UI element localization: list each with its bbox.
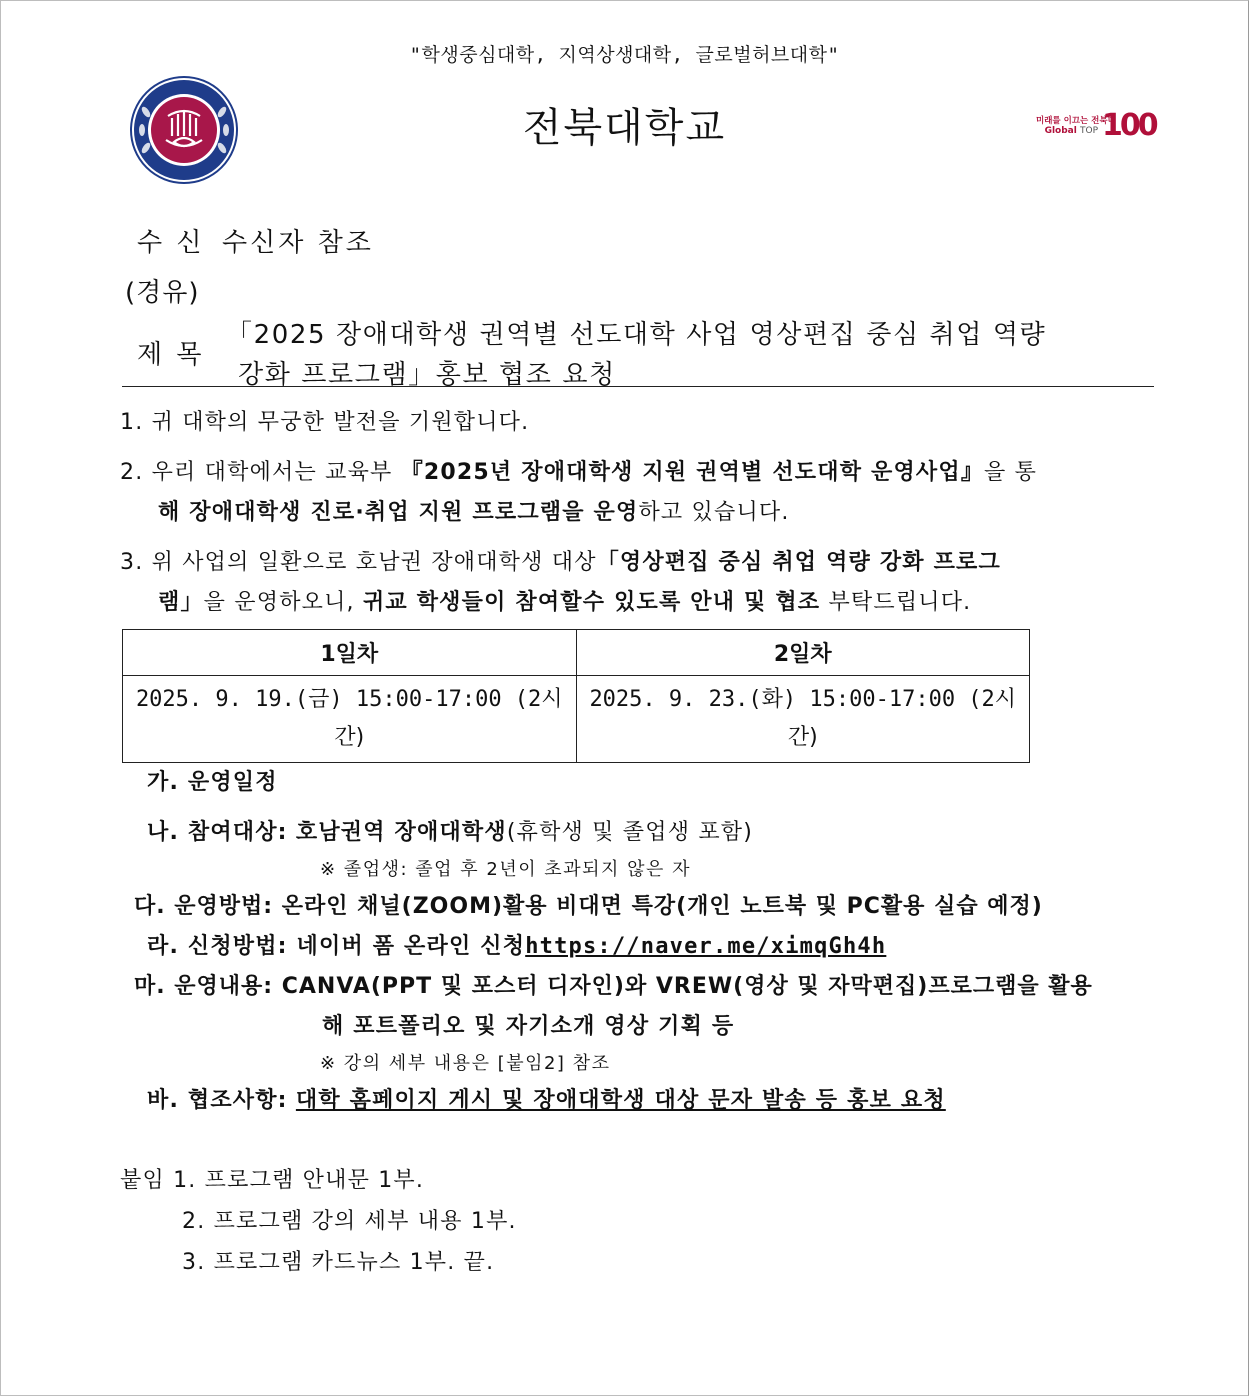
table-header-day1: 1일차	[123, 630, 577, 676]
item-ma-line-1: 마. 운영내용: CANVA(PPT 및 포스터 디자인)와 VREW(영상 및 자막편집)프로그램을 활용	[134, 974, 1093, 999]
table-cell-day1: 2025. 9. 19.(금) 15:00-17:00 (2시 간)	[123, 676, 577, 763]
global-top-100-logo	[1036, 108, 1156, 146]
item-ma-line-2: 해 포트폴리오 및 자기소개 영상 기획 등	[322, 1014, 735, 1039]
item-ba: 바. 협조사항: 대학 홈페이지 게시 및 장애대학생 대상 문자 발송 등 홍보 요청	[147, 1088, 946, 1113]
via-label: (경유)	[125, 278, 200, 308]
slogan: "학생중심대학, 지역상생대학, 글로벌허브대학"	[409, 44, 840, 66]
schedule-table	[122, 629, 1030, 763]
item-ga: 가. 운영일정	[147, 770, 278, 795]
table-cell-day2: 2025. 9. 23.(화) 15:00-17:00 (2시 간)	[576, 676, 1030, 763]
paragraph-3-line-1: 3. 위 사업의 일환으로 호남권 장애대학생 대상「영상편집 중심 취업 역량 강화 프로그	[120, 550, 1001, 575]
paragraph-2-line-1: 2. 우리 대학에서는 교육부 『2025년 장애대학생 지원 권역별 선도대학 운영사업』을 통	[120, 460, 1038, 485]
subject-line-1: 「2025 장애대학생 권역별 선도대학 사업 영상편집 중심 취업 역량	[226, 320, 1047, 350]
item-na-note: ※ 졸업생: 졸업 후 2년이 초과되지 않은 자	[320, 859, 691, 880]
logo-tagline: 미래를 이끄는 전북대	[1036, 116, 1116, 126]
attachment-1: 붙임 1. 프로그램 안내문 1부.	[120, 1168, 425, 1193]
application-link[interactable]: https://naver.me/ximqGh4h	[525, 934, 887, 959]
item-ra: 라. 신청방법: 네이버 폼 온라인 신청https://naver.me/ximqGh4h	[147, 934, 887, 959]
subject-line-2: 강화 프로그램」홍보 협조 요청	[238, 360, 616, 390]
recipient-value: 수신자 참조	[222, 228, 374, 258]
subject-label: 제 목	[137, 340, 205, 370]
attachment-2: 2. 프로그램 강의 세부 내용 1부.	[182, 1209, 517, 1234]
document-title: 전북대학교	[522, 105, 727, 151]
logo-number: 100	[1102, 108, 1156, 143]
item-da: 다. 운영방법: 온라인 채널(ZOOM)활용 비대면 특강(개인 노트북 및 PC활용 실습 예정)	[134, 894, 1043, 919]
paragraph-2-line-2: 해 장애대학생 진로·취업 지원 프로그램을 운영하고 있습니다.	[158, 500, 790, 525]
recipient-label: 수 신	[137, 228, 205, 258]
paragraph-3-line-2: 램」을 운영하오니, 귀교 학생들이 참여할수 있도록 안내 및 협조 부탁드립니다.	[158, 590, 972, 615]
header-divider	[122, 386, 1154, 387]
item-ma-note: ※ 강의 세부 내용은 [붙임2] 참조	[320, 1053, 611, 1074]
item-na: 나. 참여대상: 호남권역 장애대학생(휴학생 및 졸업생 포함)	[147, 820, 754, 845]
logo-top: TOP	[1079, 126, 1098, 136]
table-row	[123, 676, 1030, 763]
attachment-3: 3. 프로그램 카드뉴스 1부. 끝.	[182, 1250, 495, 1275]
table-header-row	[123, 630, 1030, 676]
logo-global: Global	[1044, 126, 1077, 136]
paragraph-1: 1. 귀 대학의 무궁한 발전을 기원합니다.	[120, 410, 530, 435]
table-header-day2: 2일차	[576, 630, 1030, 676]
